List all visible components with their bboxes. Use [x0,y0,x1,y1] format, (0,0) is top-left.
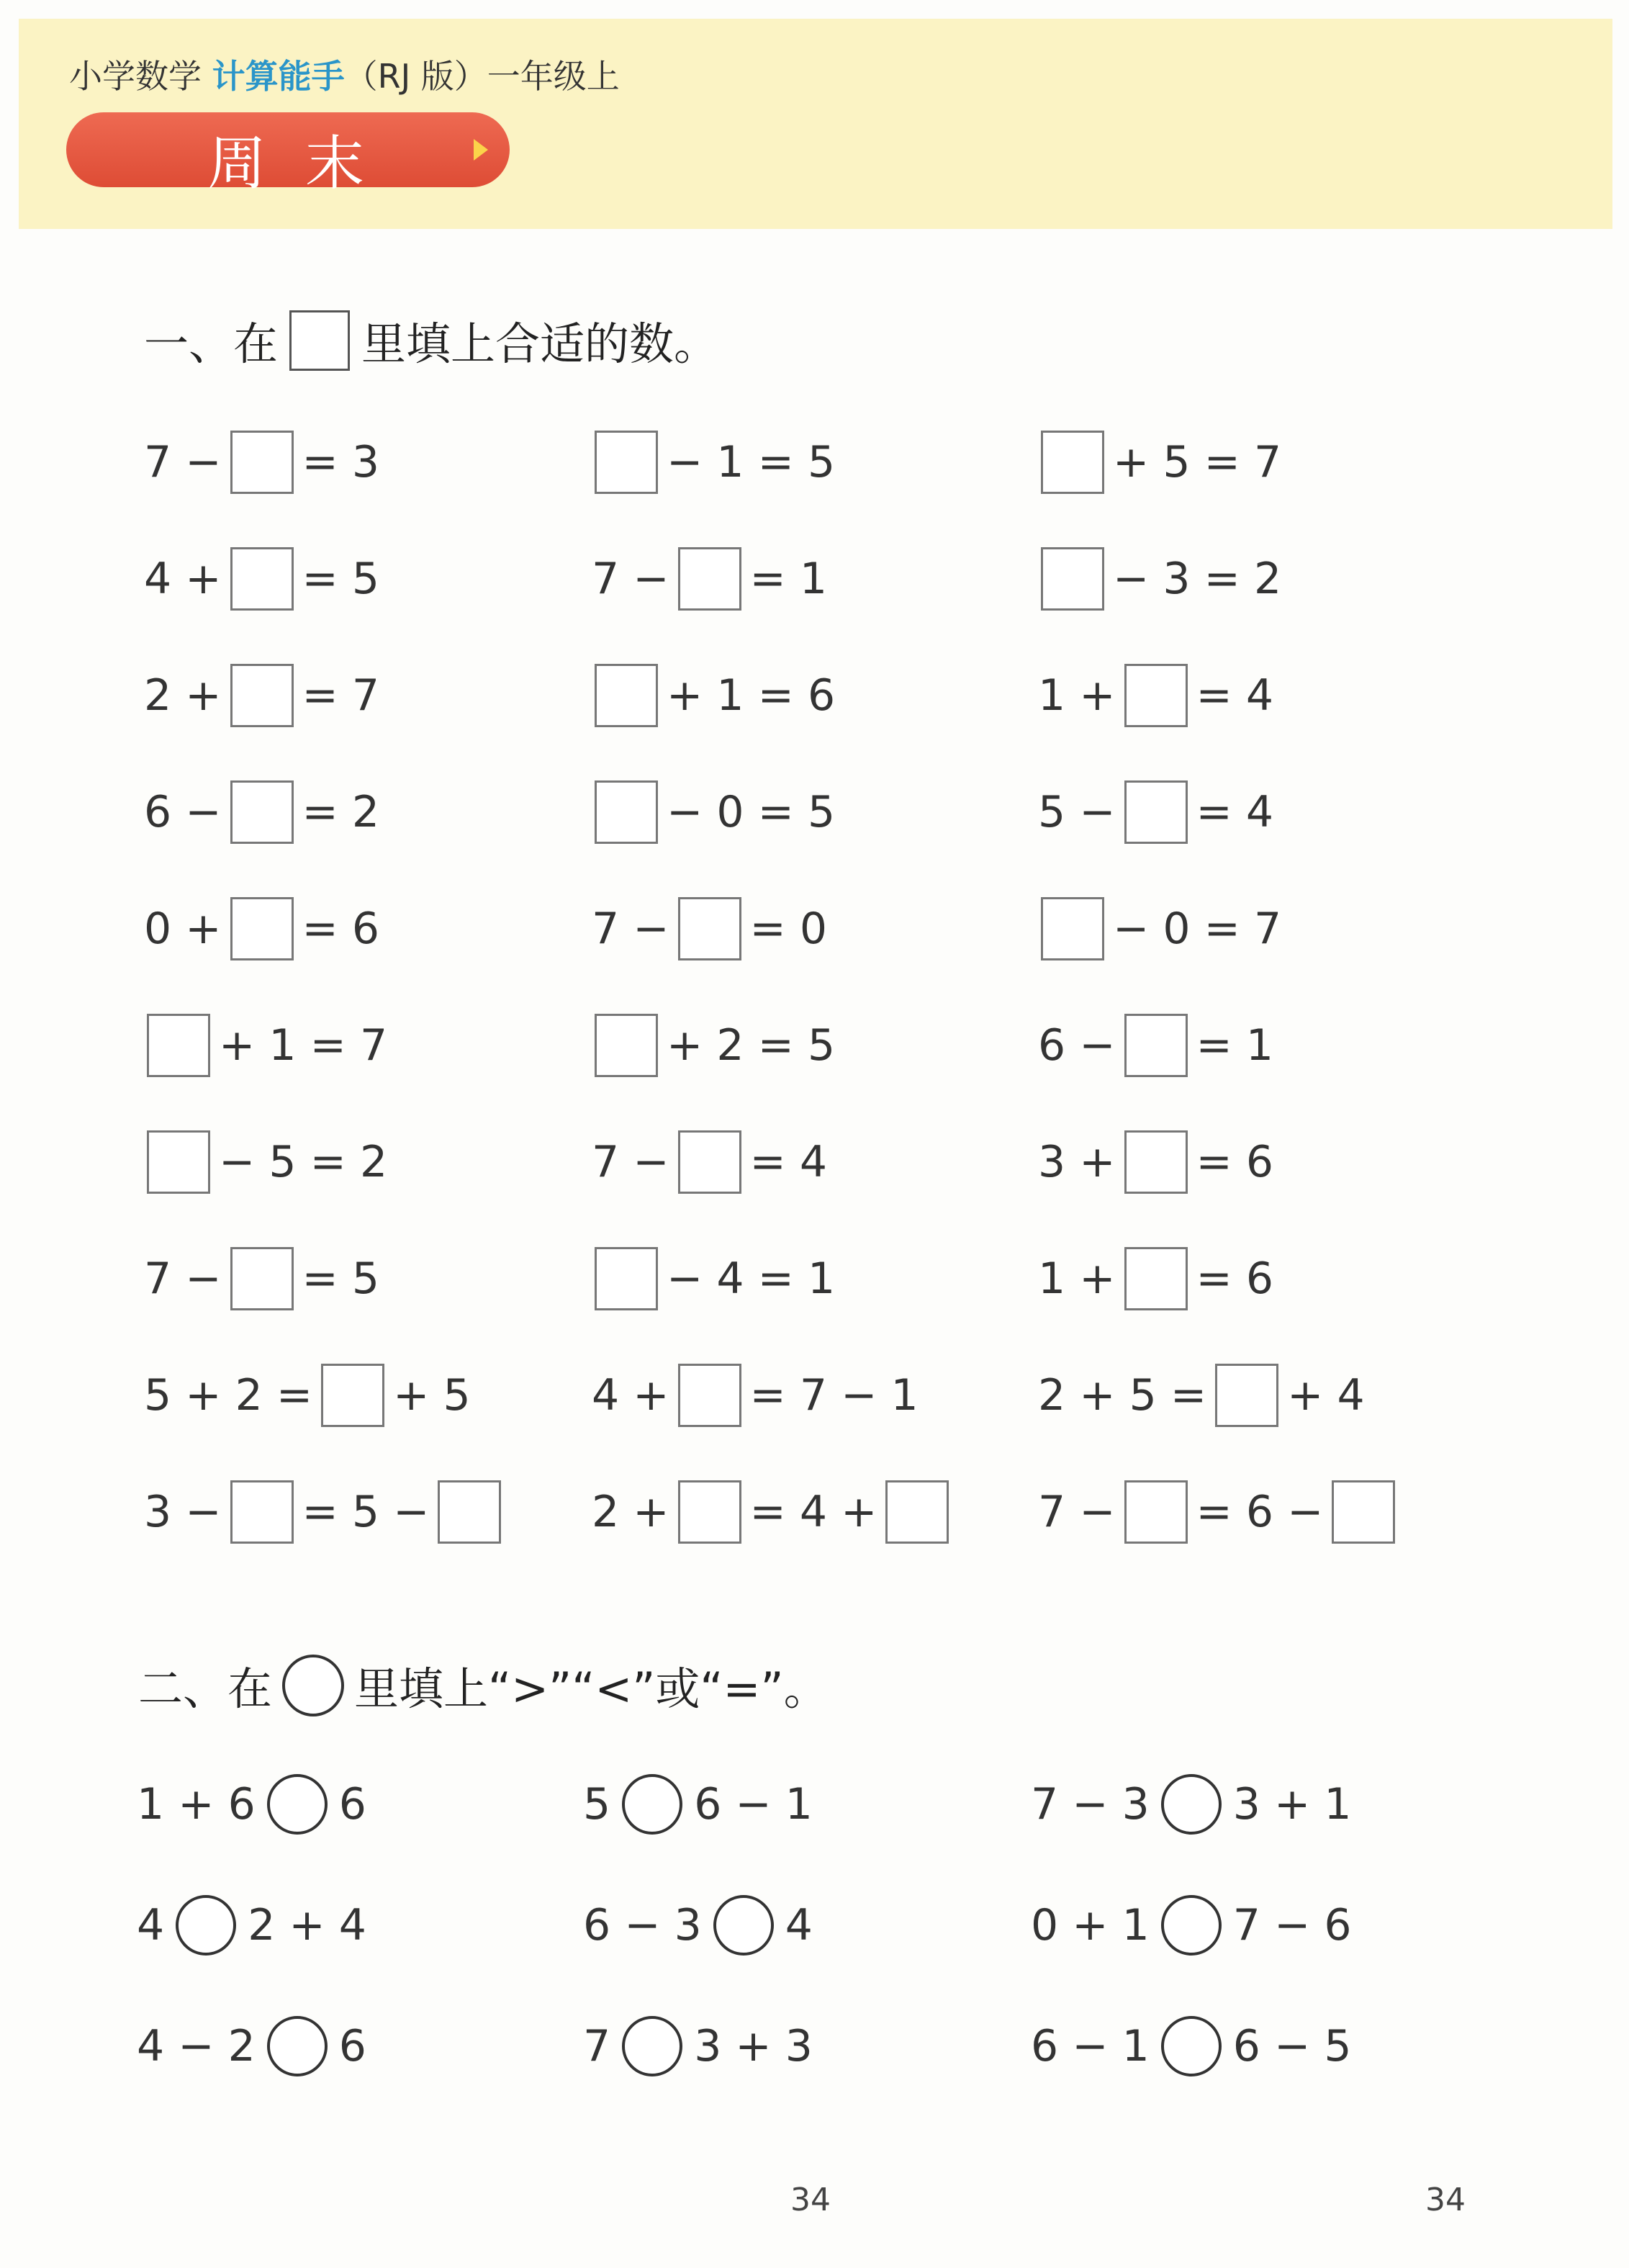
answer-box[interactable] [230,547,294,611]
comparison [1028,2012,1355,2081]
equation-text: = 4 [1196,787,1274,837]
equation-text: − 1 = 5 [667,437,836,487]
book-brand: 计算能手 [212,57,345,96]
equation-text: = 2 [302,787,380,837]
equation-text: − 4 = 1 [667,1254,836,1304]
section-2-title [138,1653,829,1717]
equation-text: 7 − [1038,1487,1116,1537]
answer-box[interactable] [595,1014,658,1077]
answer-box[interactable] [1124,780,1188,844]
equation-text: + 5 [393,1370,471,1421]
answer-box[interactable] [230,897,294,960]
answer-box[interactable] [1124,1130,1188,1194]
weekend-badge [66,112,510,198]
equation [589,661,838,730]
equation-text: = 0 [749,904,828,954]
equation-text: = 4 + [749,1487,877,1537]
answer-box[interactable] [147,1130,210,1194]
equation-text: = 7 [302,670,380,721]
equation [1035,894,1284,963]
equation-text: = 1 [749,554,828,604]
equation-text: = 3 [302,437,380,487]
comparison-text: 7 [583,2021,611,2071]
equation-text: 7 − [144,1254,222,1304]
equation [589,1361,921,1430]
equation [141,1477,507,1547]
equation [1035,1011,1276,1080]
equation-text: + 1 = 6 [667,670,836,721]
equation [1035,1244,1276,1313]
compare-circle[interactable] [267,2016,328,2076]
equation-text: 4 + [144,554,222,604]
equation [141,428,382,497]
answer-box[interactable] [595,664,658,727]
answer-box[interactable] [230,1480,294,1544]
equation-text: = 6 [302,904,380,954]
equation [141,1361,474,1430]
equation-text: 1 + [1038,1254,1116,1304]
comparison [134,1891,369,1960]
answer-box[interactable] [1124,1247,1188,1310]
answer-box[interactable] [1041,547,1104,611]
answer-box[interactable] [1041,431,1104,494]
comparison-text: 6 [338,1779,366,1830]
answer-box[interactable] [678,1364,741,1427]
answer-box[interactable] [678,1130,741,1194]
answer-box[interactable] [230,780,294,844]
equation-text: 5 + 2 = [144,1370,313,1421]
comparison-text: 2 + 4 [248,1900,366,1950]
equation-text: − 5 = 2 [219,1137,388,1187]
equation [141,1128,390,1197]
comparison [580,1891,816,1960]
answer-box[interactable] [438,1480,501,1544]
equation-text: 7 − [592,1137,669,1187]
equation-text: = 1 [1196,1020,1274,1071]
answer-box[interactable] [230,1247,294,1310]
comparison-text: 7 − 6 [1232,1900,1352,1950]
answer-box[interactable] [1041,897,1104,960]
compare-circle[interactable] [713,1895,774,1956]
equation-text: 7 − [592,904,669,954]
comparison-text: 4 [137,1900,165,1950]
compare-circle[interactable] [1161,2016,1222,2076]
comparison-text: 0 + 1 [1031,1900,1150,1950]
equation-text: = 6 [1196,1254,1274,1304]
equation [141,1244,382,1313]
equation-text: = 4 [749,1137,828,1187]
equation-text: 4 + [592,1370,669,1421]
equation [589,1244,838,1313]
equation-text: + 4 [1287,1370,1365,1421]
equation-text: = 5 − [302,1487,430,1537]
comparison [580,1770,816,1839]
equation [1035,428,1284,497]
section-1-title-after: 里填上合适的数。 [361,318,719,370]
comparison-text: 3 + 1 [1232,1779,1352,1830]
equation-text: − 3 = 2 [1113,554,1282,604]
section-2-title-before: 二、在 [138,1662,273,1715]
comparison [134,2012,369,2081]
answer-box-icon [289,310,350,371]
equation [589,428,838,497]
equation-text: 7 − [144,437,222,487]
equation [589,894,830,963]
equation-text: 5 − [1038,787,1116,837]
equation-text: + 1 = 7 [219,1020,388,1071]
equation-text: = 5 [302,554,380,604]
answer-box[interactable] [230,431,294,494]
equation-text: 3 + [1038,1137,1116,1187]
section-1-title [144,308,718,372]
compare-circle[interactable] [1161,1774,1222,1835]
equation-text: + 2 = 5 [667,1020,836,1071]
comparison-text: 6 − 1 [694,1779,813,1830]
weekend-badge-label: 周末 [207,130,404,198]
equation-text: − 0 = 5 [667,787,836,837]
equation [141,661,382,730]
equation [589,1477,955,1547]
equation-text: = 6 [1196,1137,1274,1187]
equation [589,778,838,847]
compare-circle[interactable] [176,1895,236,1956]
compare-circle[interactable] [622,2016,682,2076]
compare-circle[interactable] [1161,1895,1222,1956]
equation [141,544,382,613]
equation-text: 3 − [144,1487,222,1537]
equation [1035,661,1276,730]
answer-box[interactable] [1215,1364,1278,1427]
equation-text: 0 + [144,904,222,954]
equation-text: = 7 − 1 [749,1370,919,1421]
answer-box[interactable] [1124,1480,1188,1544]
comparison-text: 5 [583,1779,611,1830]
equation [589,544,830,613]
comparison [580,2012,816,2081]
comparison-text: 6 − 3 [583,1900,702,1950]
book-suffix: （RJ 版）一年级上 [344,57,620,96]
equation-text: − 0 = 7 [1113,904,1282,954]
section-2-title-after: 里填上“>”“<”或“=”。 [354,1662,829,1715]
equation [1035,1361,1368,1430]
answer-box[interactable] [595,431,658,494]
answer-box[interactable] [678,1480,741,1544]
compare-circle-icon [282,1655,344,1716]
equation-text: + 5 = 7 [1113,437,1282,487]
comparison [1028,1770,1355,1839]
answer-box[interactable] [595,780,658,844]
equation-text: 6 − [144,787,222,837]
book-title [69,50,620,98]
equation-text: = 4 [1196,670,1274,721]
equation [1035,544,1284,613]
equation-text: = 5 [302,1254,380,1304]
answer-box[interactable] [1332,1480,1395,1544]
answer-box[interactable] [678,897,741,960]
equation [1035,1128,1276,1197]
answer-box[interactable] [885,1480,949,1544]
answer-box[interactable] [595,1247,658,1310]
comparison-text: 6 − 5 [1232,2021,1352,2071]
equation [589,1128,830,1197]
compare-circle[interactable] [622,1774,682,1835]
comparison-text: 4 [785,1900,813,1950]
equation [1035,1477,1401,1547]
play-arrow-icon [474,139,488,161]
equation-text: 2 + 5 = [1038,1370,1207,1421]
section-1-title-before: 一、在 [144,318,279,370]
answer-box[interactable] [678,547,741,611]
comparison-text: 1 + 6 [137,1779,256,1830]
equation-text: 2 + [592,1487,669,1537]
answer-box[interactable] [230,664,294,727]
equation [141,1011,390,1080]
book-prefix: 小学数学 [69,57,212,96]
compare-circle[interactable] [267,1774,328,1835]
comparison [134,1770,369,1839]
equation-text: 7 − [592,554,669,604]
comparison-text: 6 [338,2021,366,2071]
equation-text: = 6 − [1196,1487,1324,1537]
answer-box[interactable] [1124,1014,1188,1077]
comparison-text: 4 − 2 [137,2021,256,2071]
equation-text: 1 + [1038,670,1116,721]
equation-text: 6 − [1038,1020,1116,1071]
comparison-text: 7 − 3 [1031,1779,1150,1830]
equation [589,1011,838,1080]
comparison-text: 3 + 3 [694,2021,813,2071]
page-number: 34 [1425,2182,1466,2218]
answer-box[interactable] [321,1364,384,1427]
comparison [1028,1891,1355,1960]
equation-text: 2 + [144,670,222,721]
answer-box[interactable] [147,1014,210,1077]
equation [141,778,382,847]
equation [1035,778,1276,847]
answer-box[interactable] [1124,664,1188,727]
comparison-text: 6 − 1 [1031,2021,1150,2071]
page-number: 34 [790,2182,831,2218]
equation [141,894,382,963]
